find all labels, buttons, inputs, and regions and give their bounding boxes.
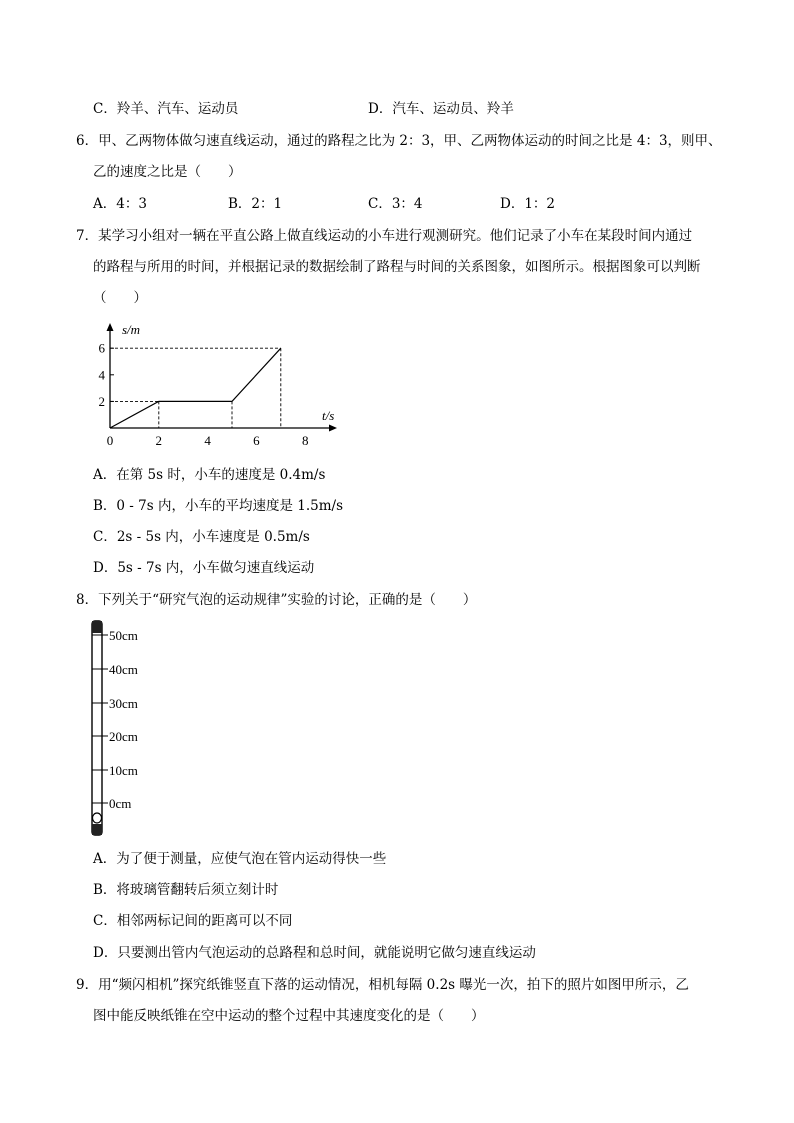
x-tick-label: 4	[204, 433, 211, 448]
x-tick-label: 8	[301, 433, 309, 448]
scale-label: 30cm	[109, 696, 138, 711]
y-tick-label: 4	[98, 367, 105, 383]
q7-option-d: D．5s - 7s 内，小车做匀速直线运动	[93, 560, 315, 576]
q7-stem-line3: （ ）	[93, 290, 147, 306]
series-line	[110, 348, 281, 428]
q7-option-c: C．2s - 5s 内，小车速度是 0.5m/s	[93, 529, 310, 545]
x-tick-label: 2	[155, 433, 163, 448]
y-tick-label: 2	[98, 393, 105, 409]
x-tick-label: 6	[253, 433, 260, 448]
y-tick-label: 6	[98, 340, 105, 356]
q6-option-a: A．4：3	[93, 196, 147, 212]
q8-option-d: D．只要测出管内气泡运动的总路程和总时间，就能说明它做匀速直线运动	[93, 945, 536, 961]
distance-time-graph	[96, 318, 346, 450]
q7-stem-line1: 7．某学习小组对一辆在平直公路上做直线运动的小车进行观测研究。他们记录了小车在某段时间内通过	[76, 228, 693, 244]
tube-stopper-top	[92, 621, 102, 633]
q5-option-d: D．汽车、运动员、羚羊	[368, 101, 514, 117]
air-bubble	[93, 813, 102, 823]
q9-stem-line1: 9．用“频闪相机”探究纸锥竖直下落的运动情况，相机每隔 0.2s 曝光一次，拍下的照片如图甲所示，乙	[76, 977, 689, 993]
x-tick-label: 0	[106, 433, 114, 448]
y-axis-label: s/m	[122, 322, 141, 337]
scale-label: 50cm	[109, 628, 138, 643]
q7-stem-line2: 的路程与所用的时间，并根据记录的数据绘制了路程与时间的关系图象，如图所示。根据图象可以判断	[93, 259, 701, 275]
x-axis-label: t/s	[322, 408, 335, 423]
x-axis-arrow	[329, 425, 337, 432]
q8-option-b: B．将玻璃管翻转后须立刻计时	[93, 882, 279, 898]
y-axis-arrow	[107, 323, 114, 331]
q5-option-c: C．羚羊、汽车、运动员	[93, 101, 239, 117]
q7-option-b: B．0 - 7s 内，小车的平均速度是 1.5m/s	[93, 498, 344, 514]
q6-option-c: C．3：4	[368, 196, 423, 212]
q7-option-a: A．在第 5s 时，小车的速度是 0.4m/s	[93, 467, 326, 483]
tube-stopper-bottom	[92, 824, 102, 835]
q8-option-a: A．为了便于测量，应使气泡在管内运动得快一些	[93, 851, 387, 867]
q6-option-d: D．1：2	[500, 196, 556, 212]
q6-stem-line2: 乙的速度之比是（ ）	[93, 164, 242, 180]
scale-label: 0cm	[109, 796, 132, 811]
scale-label: 10cm	[109, 763, 138, 778]
q8-stem: 8．下列关于“研究气泡的运动规律”实验的讨论，正确的是（ ）	[76, 592, 477, 608]
scale-label: 20cm	[109, 729, 138, 744]
scale-label: 40cm	[109, 662, 138, 677]
q8-option-c: C．相邻两标记间的距离可以不同	[93, 913, 293, 929]
q6-stem-line1: 6．甲、乙两物体做匀速直线运动，通过的路程之比为 2：3，甲、乙两物体运动的时间之比是 4：3，则甲、	[76, 133, 722, 149]
q6-option-b: B．2：1	[228, 196, 283, 212]
bubble-tube-figure	[86, 618, 166, 840]
q9-stem-line2: 图中能反映纸锥在空中运动的整个过程中其速度变化的是（ ）	[93, 1008, 485, 1024]
